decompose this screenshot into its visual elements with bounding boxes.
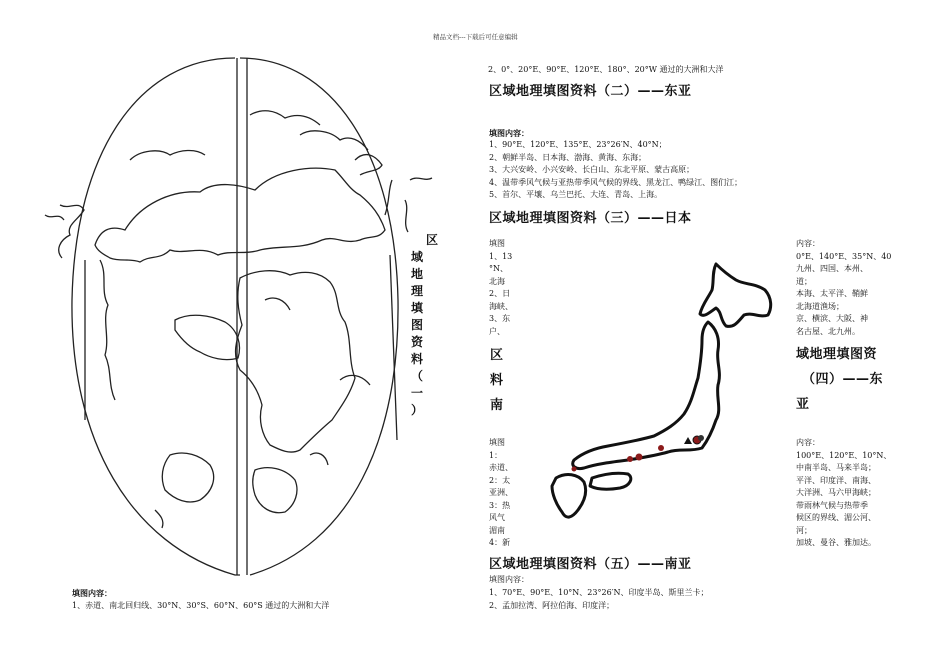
section4-vchar: 区 — [490, 348, 504, 363]
list-item: 河； — [796, 525, 812, 535]
list-item: 候区的界线、湄公河、 — [796, 513, 876, 522]
list-item: 道； — [796, 276, 812, 286]
section3-title: 区域地理填图资料（三）——日本 — [489, 211, 692, 226]
section4-title-line3: 亚 — [796, 397, 810, 412]
list-item: 4：新 — [489, 538, 511, 547]
list-item: 5、首尔、平壤、乌兰巴托、大连、青岛、上海。 — [489, 190, 663, 199]
list-item: 亚洲、 — [489, 488, 513, 497]
list-item: 100°E、120°E、10°N、 — [796, 450, 892, 460]
list-item: 4、温带季风气候与亚热带季风气候的界线、黑龙江、鸭绿江、图们江； — [489, 177, 743, 187]
left-content-label: 填图内容： — [72, 588, 112, 598]
list-item: 2、朝鲜半岛、日本海、渤海、黄海、东海； — [489, 152, 647, 162]
list-item: 填图 — [489, 239, 505, 248]
list-item: 赤道、 — [489, 463, 513, 472]
title-char: 填 — [410, 301, 423, 315]
section4-title-line1: 域地理填图资 — [796, 347, 878, 362]
title-char: 地 — [410, 267, 423, 281]
list-item: 0°E、140°E、35°N、40 — [796, 251, 892, 261]
list-item: 风气 — [489, 513, 505, 522]
list-item: 2：太 — [489, 475, 511, 485]
section5-content-label: 填图内容： — [489, 575, 529, 584]
title-char: 料 — [410, 352, 423, 366]
title-char: 资 — [410, 335, 423, 349]
list-item: 1、13 — [489, 251, 513, 261]
title-char: （ — [410, 369, 423, 383]
title-char: 域 — [410, 250, 423, 264]
list-item: 名古屋、北九州。 — [796, 326, 860, 336]
right-top-item: 2、0°、20°E、90°E、120°E、180°、20°W 通过的大洲和大洋 — [488, 65, 724, 74]
section4-title-line2: （四）——东 — [802, 372, 884, 387]
list-item: 带雨林气候与热带季 — [796, 500, 868, 510]
header-watermark: 精品文档---下载后可任意编辑 — [433, 33, 518, 41]
section2-content-label: 填图内容： — [489, 128, 529, 138]
list-item: 户、 — [489, 326, 505, 336]
list-item: 九州、四国、本州、 — [796, 264, 868, 273]
list-item: 大洋洲、马六甲海峡； — [796, 488, 876, 497]
list-item: 加坡、曼谷、雅加达。 — [796, 538, 876, 547]
list-item: 海峡、 — [489, 301, 513, 311]
list-item: 1、70°E、90°E、10°N、23°26′N、印度半岛、斯里兰卡； — [489, 588, 709, 597]
title-char: 图 — [410, 318, 423, 332]
section5-title: 区域地理填图资料（五）——南亚 — [489, 557, 692, 572]
list-item: 北海 — [489, 276, 505, 286]
section4-vchar: 南 — [490, 398, 504, 413]
list-item: 2、孟加拉湾、阿拉伯海、印度洋； — [489, 600, 615, 610]
list-item: 内容： — [796, 239, 820, 248]
list-item: 北海道渔场； — [796, 301, 844, 311]
list-item: 湄南 — [489, 525, 505, 535]
list-item: °N、 — [489, 264, 508, 273]
list-item: 3、大兴安岭、小兴安岭、长白山、东北平原、蒙古高原； — [489, 165, 695, 174]
list-item: 内容： — [796, 438, 820, 447]
list-item: 1： — [489, 450, 503, 460]
list-item: 2、日 — [489, 289, 511, 298]
title-char: 理 — [410, 284, 423, 298]
list-item: 平洋、印度洋、南海、 — [796, 475, 876, 485]
title-char: 一 — [410, 386, 423, 400]
section4-vchar: 料 — [490, 373, 504, 388]
section5-list — [489, 587, 708, 612]
left-content-item: 1、赤道、南北回归线、30°N、30°S、60°N、60°S 通过的大洲和大洋 — [72, 601, 330, 610]
list-item: 3、东 — [489, 314, 511, 323]
title-char: 区 — [425, 233, 438, 247]
list-item: 1、90°E、120°E、135°E、23°26′N、40°N； — [489, 140, 667, 149]
section2-title: 区域地理填图资料（二）——东亚 — [489, 84, 692, 99]
list-item: 填图 — [489, 438, 505, 447]
list-item: 京、横滨、大阪、神 — [796, 314, 868, 323]
title-char: ） — [410, 403, 423, 417]
list-item: 中南半岛、马来半岛； — [796, 463, 876, 472]
list-item: 3：热 — [489, 500, 511, 510]
list-item: 本海、太平洋、鞘鲜 — [796, 289, 868, 298]
